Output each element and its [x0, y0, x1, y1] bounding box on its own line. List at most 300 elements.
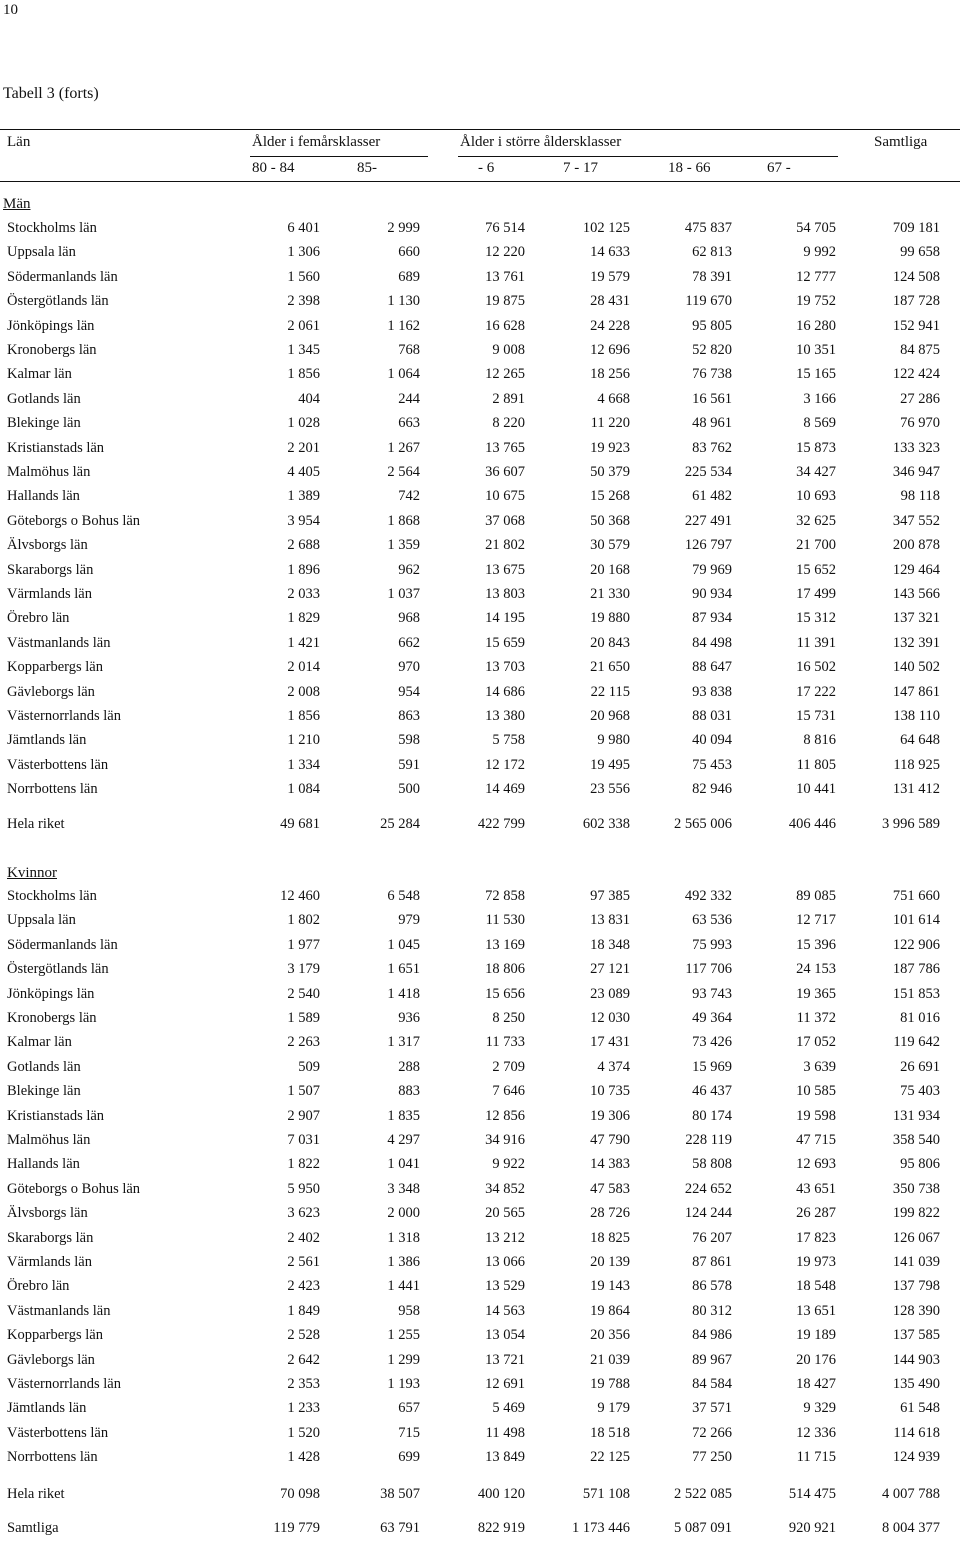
row-label: Hallands län: [7, 1156, 80, 1172]
row-label: Jönköpings län: [7, 318, 95, 334]
table-row: [0, 318, 960, 340]
val-18-66: 75 993: [692, 937, 732, 953]
val-80-84: 49 681: [280, 816, 320, 832]
val-85: 288: [398, 1059, 420, 1075]
table-row: [0, 1156, 960, 1178]
val-80-84: 1 028: [287, 415, 320, 431]
val-7-17: 102 125: [582, 220, 630, 236]
val-18-66: 84 584: [692, 1376, 732, 1392]
val-samtliga: 84 875: [900, 342, 940, 358]
row-label: Blekinge län: [7, 1083, 81, 1099]
table-row: [0, 440, 960, 462]
val-7-17: 14 383: [590, 1156, 630, 1172]
val-67: 13 651: [796, 1303, 836, 1319]
val-80-84: 2 353: [287, 1376, 320, 1392]
table-row: [0, 244, 960, 266]
val-samtliga: 95 806: [900, 1156, 940, 1172]
val-80-84: 1 210: [287, 732, 320, 748]
val-0-6: 15 659: [485, 635, 525, 651]
row-label: Gävleborgs län: [7, 684, 95, 700]
val-67: 9 329: [803, 1400, 836, 1416]
val-samtliga: 141 039: [892, 1254, 940, 1270]
val-67: 10 693: [796, 488, 836, 504]
val-18-66: 117 706: [685, 961, 732, 977]
table-row: [0, 1132, 960, 1154]
row-label: Kopparbergs län: [7, 659, 103, 675]
val-85: 689: [398, 269, 420, 285]
table-caption: Tabell 3 (forts): [3, 85, 99, 102]
val-80-84: 2 008: [287, 684, 320, 700]
val-samtliga: 137 585: [892, 1327, 940, 1343]
val-80-84: 1 334: [287, 757, 320, 773]
val-samtliga: 137 798: [892, 1278, 940, 1294]
table-row: [0, 937, 960, 959]
val-67: 18 548: [796, 1278, 836, 1294]
val-7-17: 12 696: [590, 342, 630, 358]
val-85: 1 041: [387, 1156, 420, 1172]
val-80-84: 1 977: [287, 937, 320, 953]
val-67: 19 365: [796, 986, 836, 1002]
table-row: [0, 537, 960, 559]
page-number: 10: [3, 2, 18, 18]
val-67: 15 396: [796, 937, 836, 953]
val-samtliga: 81 016: [900, 1010, 940, 1026]
table-row: [0, 888, 960, 910]
row-label: Västerbottens län: [7, 757, 109, 773]
column-header-samtliga: Samtliga: [874, 134, 928, 150]
column-header-7-17: 7 - 17: [563, 160, 598, 176]
val-samtliga: 140 502: [892, 659, 940, 675]
val-samtliga: 187 728: [892, 293, 940, 309]
table-row: [0, 1327, 960, 1349]
row-label: Södermanlands län: [7, 937, 118, 953]
val-85: 1 267: [387, 440, 420, 456]
row-label: Stockholms län: [7, 888, 97, 904]
val-7-17: 18 825: [590, 1230, 630, 1246]
val-85: 1 317: [387, 1034, 420, 1050]
val-18-66: 475 837: [684, 220, 732, 236]
val-7-17: 15 268: [590, 488, 630, 504]
val-67: 12 693: [796, 1156, 836, 1172]
row-label: Blekinge län: [7, 415, 81, 431]
val-18-66: 77 250: [692, 1449, 732, 1465]
total-row-man: [0, 816, 960, 838]
val-7-17: 1 173 446: [572, 1520, 630, 1536]
val-samtliga: 124 508: [892, 269, 940, 285]
val-80-84: 3 179: [287, 961, 320, 977]
val-67: 3 639: [803, 1059, 836, 1075]
val-80-84: 2 263: [287, 1034, 320, 1050]
val-18-66: 78 391: [692, 269, 732, 285]
val-18-66: 95 805: [692, 318, 732, 334]
val-80-84: 1 306: [287, 244, 320, 260]
val-samtliga: 144 903: [892, 1352, 940, 1368]
val-80-84: 2 201: [287, 440, 320, 456]
val-80-84: 119 779: [273, 1520, 320, 1536]
val-0-6: 9 922: [492, 1156, 525, 1172]
group-header-femarsklasser: Ålder i femårsklasser: [252, 134, 381, 150]
val-80-84: 1 084: [287, 781, 320, 797]
val-85: 962: [398, 562, 420, 578]
table-row: [0, 635, 960, 657]
row-label: Östergötlands län: [7, 293, 109, 309]
val-18-66: 93 838: [692, 684, 732, 700]
val-67: 19 973: [796, 1254, 836, 1270]
val-80-84: 70 098: [280, 1486, 320, 1502]
val-0-6: 34 852: [485, 1181, 525, 1197]
val-85: 1 418: [387, 986, 420, 1002]
val-samtliga: 118 925: [893, 757, 940, 773]
val-0-6: 11 733: [485, 1034, 525, 1050]
row-label: Göteborgs o Bohus län: [7, 1181, 141, 1197]
val-samtliga: 27 286: [900, 391, 940, 407]
val-samtliga: 114 618: [893, 1425, 940, 1441]
val-samtliga: 350 738: [892, 1181, 940, 1197]
val-85: 2 000: [387, 1205, 420, 1221]
val-18-66: 88 031: [692, 708, 732, 724]
val-67: 514 475: [788, 1486, 836, 1502]
val-67: 19 189: [796, 1327, 836, 1343]
val-0-6: 16 628: [485, 318, 525, 334]
val-67: 12 336: [796, 1425, 836, 1441]
val-0-6: 34 916: [485, 1132, 525, 1148]
val-67: 3 166: [803, 391, 836, 407]
val-0-6: 36 607: [485, 464, 525, 480]
val-7-17: 20 356: [590, 1327, 630, 1343]
val-7-17: 22 125: [590, 1449, 630, 1465]
val-samtliga: 122 424: [892, 366, 940, 382]
val-18-66: 75 453: [692, 757, 732, 773]
val-0-6: 12 172: [485, 757, 525, 773]
val-0-6: 9 008: [492, 342, 525, 358]
val-0-6: 12 856: [485, 1108, 525, 1124]
val-0-6: 10 675: [485, 488, 525, 504]
val-samtliga: 358 540: [892, 1132, 940, 1148]
val-7-17: 19 864: [590, 1303, 630, 1319]
val-85: 883: [398, 1083, 420, 1099]
table-row: [0, 1181, 960, 1203]
val-7-17: 18 256: [590, 366, 630, 382]
val-0-6: 13 849: [485, 1449, 525, 1465]
val-80-84: 509: [298, 1059, 320, 1075]
val-7-17: 50 379: [590, 464, 630, 480]
val-85: 38 507: [380, 1486, 420, 1502]
val-7-17: 12 030: [590, 1010, 630, 1026]
val-18-66: 2 522 085: [674, 1486, 732, 1502]
val-0-6: 13 703: [485, 659, 525, 675]
val-samtliga: 122 906: [892, 937, 940, 953]
table-row: [0, 1400, 960, 1422]
val-67: 19 752: [796, 293, 836, 309]
val-7-17: 30 579: [590, 537, 630, 553]
val-85: 1 651: [387, 961, 420, 977]
table-row: [0, 562, 960, 584]
column-header-85: 85-: [357, 160, 377, 176]
val-67: 920 921: [788, 1520, 836, 1536]
val-7-17: 50 368: [590, 513, 630, 529]
val-7-17: 20 843: [590, 635, 630, 651]
val-18-66: 88 647: [692, 659, 732, 675]
group2-rule: [458, 156, 838, 157]
val-0-6: 13 721: [485, 1352, 525, 1368]
val-85: 1 037: [387, 586, 420, 602]
val-7-17: 19 880: [590, 610, 630, 626]
table-row: [0, 1108, 960, 1130]
table-row: [0, 342, 960, 364]
val-samtliga: 132 391: [892, 635, 940, 651]
val-85: 954: [398, 684, 420, 700]
val-0-6: 15 656: [485, 986, 525, 1002]
table-row: [0, 1254, 960, 1276]
row-label: Jämtlands län: [7, 1400, 87, 1416]
val-67: 8 569: [803, 415, 836, 431]
val-18-66: 227 491: [684, 513, 732, 529]
val-67: 24 153: [796, 961, 836, 977]
val-80-84: 1 589: [287, 1010, 320, 1026]
val-67: 17 222: [796, 684, 836, 700]
val-0-6: 12 220: [485, 244, 525, 260]
val-7-17: 22 115: [590, 684, 630, 700]
val-0-6: 12 691: [485, 1376, 525, 1392]
val-85: 4 297: [387, 1132, 420, 1148]
val-85: 500: [398, 781, 420, 797]
val-85: 244: [398, 391, 420, 407]
val-85: 63 791: [380, 1520, 420, 1536]
val-67: 17 823: [796, 1230, 836, 1246]
val-67: 17 052: [796, 1034, 836, 1050]
group-header-storre-aldersklasser: Ålder i större åldersklasser: [460, 134, 622, 150]
val-80-84: 5 950: [287, 1181, 320, 1197]
val-7-17: 20 968: [590, 708, 630, 724]
val-0-6: 76 514: [485, 220, 525, 236]
val-0-6: 13 765: [485, 440, 525, 456]
val-7-17: 23 089: [590, 986, 630, 1002]
val-0-6: 72 858: [485, 888, 525, 904]
table-row: [0, 464, 960, 486]
val-80-84: 1 802: [287, 912, 320, 928]
val-85: 742: [398, 488, 420, 504]
val-samtliga: 187 786: [892, 961, 940, 977]
table-row: [0, 610, 960, 632]
row-label: Kronobergs län: [7, 342, 97, 358]
val-85: 6 548: [387, 888, 420, 904]
val-80-84: 1 520: [287, 1425, 320, 1441]
val-85: 936: [398, 1010, 420, 1026]
val-80-84: 2 423: [287, 1278, 320, 1294]
val-samtliga: 131 934: [892, 1108, 940, 1124]
val-18-66: 49 364: [692, 1010, 732, 1026]
val-18-66: 225 534: [684, 464, 732, 480]
val-85: 657: [398, 1400, 420, 1416]
table-row: [0, 415, 960, 437]
val-7-17: 19 306: [590, 1108, 630, 1124]
val-67: 32 625: [796, 513, 836, 529]
val-0-6: 19 875: [485, 293, 525, 309]
row-label: Gotlands län: [7, 391, 81, 407]
row-label: Kristianstads län: [7, 440, 105, 456]
column-header-0-6: - 6: [478, 160, 495, 176]
val-80-84: 2 528: [287, 1327, 320, 1343]
table-row: [0, 986, 960, 1008]
val-7-17: 4 668: [597, 391, 630, 407]
val-80-84: 1 345: [287, 342, 320, 358]
val-0-6: 12 265: [485, 366, 525, 382]
val-7-17: 602 338: [582, 816, 630, 832]
val-67: 10 441: [796, 781, 836, 797]
val-samtliga: 124 939: [892, 1449, 940, 1465]
val-80-84: 1 507: [287, 1083, 320, 1099]
val-samtliga: 101 614: [892, 912, 940, 928]
val-67: 9 992: [803, 244, 836, 260]
row-label: Västernorrlands län: [7, 708, 121, 724]
val-0-6: 2 709: [492, 1059, 525, 1075]
column-header-lan: Län: [7, 134, 31, 150]
val-7-17: 20 168: [590, 562, 630, 578]
val-samtliga: 199 822: [892, 1205, 940, 1221]
val-7-17: 20 139: [590, 1254, 630, 1270]
row-label: Kristianstads län: [7, 1108, 105, 1124]
val-80-84: 2 540: [287, 986, 320, 1002]
table-row: [0, 708, 960, 730]
val-0-6: 37 068: [485, 513, 525, 529]
table-row: [0, 1083, 960, 1105]
val-7-17: 19 579: [590, 269, 630, 285]
row-label: Skaraborgs län: [7, 562, 94, 578]
val-67: 15 873: [796, 440, 836, 456]
val-0-6: 14 195: [485, 610, 525, 626]
row-label: Samtliga: [7, 1520, 59, 1536]
val-0-6: 13 380: [485, 708, 525, 724]
val-7-17: 13 831: [590, 912, 630, 928]
val-0-6: 13 675: [485, 562, 525, 578]
val-80-84: 1 896: [287, 562, 320, 578]
table-row: [0, 1205, 960, 1227]
val-80-84: 2 014: [287, 659, 320, 675]
table-row: [0, 293, 960, 315]
val-67: 54 705: [796, 220, 836, 236]
row-label: Gävleborgs län: [7, 1352, 95, 1368]
val-67: 11 715: [796, 1449, 836, 1465]
row-label: Älvsborgs län: [7, 1205, 88, 1221]
val-85: 979: [398, 912, 420, 928]
column-header-80-84: 80 - 84: [252, 160, 295, 176]
val-85: 1 386: [387, 1254, 420, 1270]
val-18-66: 76 207: [692, 1230, 732, 1246]
val-67: 8 816: [803, 732, 836, 748]
val-85: 25 284: [380, 816, 420, 832]
val-samtliga: 347 552: [892, 513, 940, 529]
row-label: Malmöhus län: [7, 464, 91, 480]
val-67: 20 176: [796, 1352, 836, 1368]
val-80-84: 12 460: [280, 888, 320, 904]
table-row: [0, 659, 960, 681]
val-18-66: 90 934: [692, 586, 732, 602]
val-85: 1 064: [387, 366, 420, 382]
val-85: 1 441: [387, 1278, 420, 1294]
val-18-66: 84 986: [692, 1327, 732, 1343]
val-67: 15 731: [796, 708, 836, 724]
val-67: 15 652: [796, 562, 836, 578]
val-0-6: 5 758: [492, 732, 525, 748]
table-row: [0, 961, 960, 983]
val-18-66: 48 961: [692, 415, 732, 431]
table-row: [0, 1449, 960, 1471]
row-label: Jönköpings län: [7, 986, 95, 1002]
val-7-17: 18 518: [590, 1425, 630, 1441]
val-18-66: 119 670: [685, 293, 732, 309]
val-0-6: 8 250: [492, 1010, 525, 1026]
val-18-66: 124 244: [684, 1205, 732, 1221]
val-80-84: 6 401: [287, 220, 320, 236]
val-18-66: 40 094: [692, 732, 732, 748]
val-samtliga: 138 110: [893, 708, 940, 724]
val-7-17: 11 220: [590, 415, 630, 431]
val-80-84: 2 033: [287, 586, 320, 602]
row-label: Södermanlands län: [7, 269, 118, 285]
row-label: Örebro län: [7, 1278, 70, 1294]
val-85: 598: [398, 732, 420, 748]
row-label: Norrbottens län: [7, 1449, 98, 1465]
val-67: 12 717: [796, 912, 836, 928]
val-samtliga: 99 658: [900, 244, 940, 260]
val-67: 10 351: [796, 342, 836, 358]
row-label: Göteborgs o Bohus län: [7, 513, 141, 529]
val-80-84: 2 688: [287, 537, 320, 553]
total-row-kvinnor: [0, 1486, 960, 1508]
row-label: Norrbottens län: [7, 781, 98, 797]
val-7-17: 14 633: [590, 244, 630, 260]
row-label: Hela riket: [7, 1486, 65, 1502]
val-85: 863: [398, 708, 420, 724]
val-7-17: 19 923: [590, 440, 630, 456]
table-row: [0, 488, 960, 510]
val-7-17: 571 108: [582, 1486, 630, 1502]
val-85: 1 130: [387, 293, 420, 309]
val-80-84: 1 233: [287, 1400, 320, 1416]
val-0-6: 13 169: [485, 937, 525, 953]
val-0-6: 14 686: [485, 684, 525, 700]
val-0-6: 21 802: [485, 537, 525, 553]
val-80-84: 1 560: [287, 269, 320, 285]
val-samtliga: 131 412: [892, 781, 940, 797]
val-80-84: 1 829: [287, 610, 320, 626]
val-18-66: 93 743: [692, 986, 732, 1002]
val-85: 1 162: [387, 318, 420, 334]
val-18-66: 15 969: [692, 1059, 732, 1075]
row-label: Uppsala län: [7, 244, 76, 260]
val-0-6: 13 761: [485, 269, 525, 285]
val-80-84: 404: [298, 391, 320, 407]
val-85: 958: [398, 1303, 420, 1319]
val-67: 11 372: [796, 1010, 836, 1026]
val-samtliga: 75 403: [900, 1083, 940, 1099]
val-samtliga: 346 947: [892, 464, 940, 480]
val-85: 1 359: [387, 537, 420, 553]
table-row: [0, 1425, 960, 1447]
table-row: [0, 391, 960, 413]
val-7-17: 19 495: [590, 757, 630, 773]
val-18-66: 58 808: [692, 1156, 732, 1172]
val-80-84: 1 389: [287, 488, 320, 504]
val-samtliga: 709 181: [892, 220, 940, 236]
val-67: 406 446: [788, 816, 836, 832]
table-row: [0, 757, 960, 779]
val-67: 15 312: [796, 610, 836, 626]
table-row: [0, 1376, 960, 1398]
val-samtliga: 751 660: [892, 888, 940, 904]
row-label: Västernorrlands län: [7, 1376, 121, 1392]
val-samtliga: 4 007 788: [882, 1486, 940, 1502]
